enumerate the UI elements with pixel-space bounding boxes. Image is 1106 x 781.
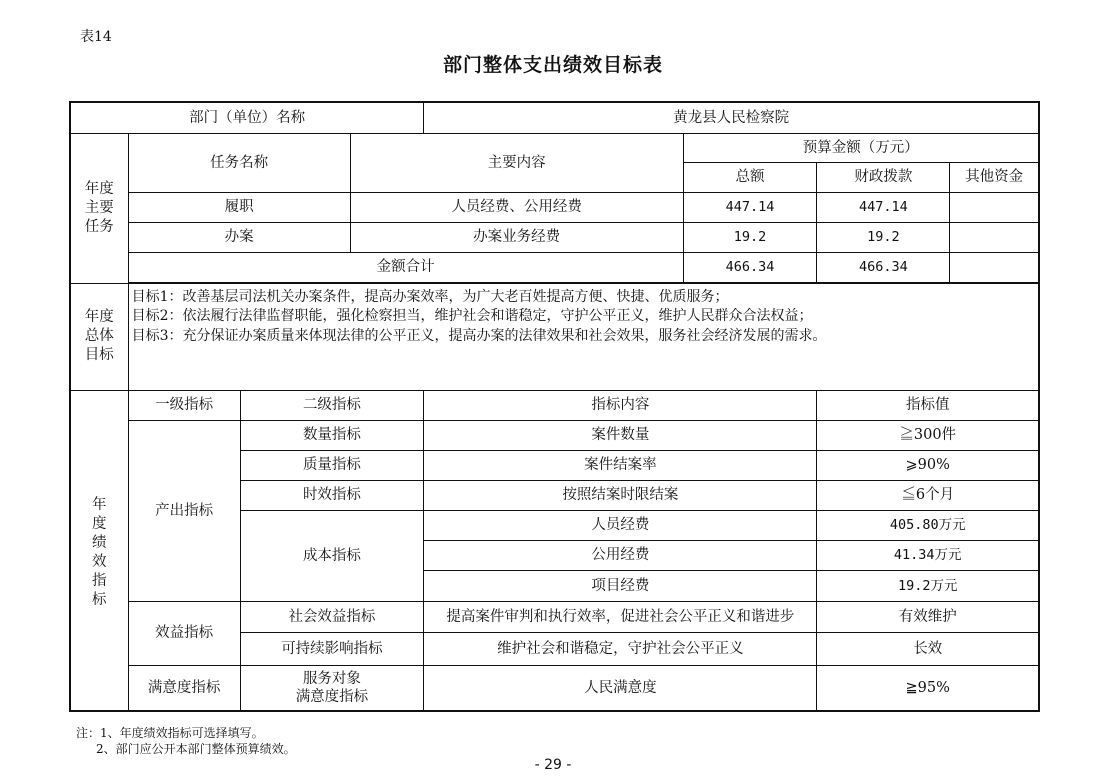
cost-value: 405.80万元 xyxy=(817,510,1039,540)
tasks-header-row xyxy=(70,133,1039,162)
other-header: 其他资金 xyxy=(950,162,1039,192)
social-benefit-value: 有效维护 xyxy=(817,601,1039,632)
department-value: 黄龙县人民检察院 xyxy=(424,102,1039,133)
social-benefit-content: 提高案件审判和执行效率，促进社会公平正义和谐进步 xyxy=(424,601,817,632)
cost-indicator: 成本指标 xyxy=(240,510,424,601)
goal-line: 目标1：改善基层司法机关办案条件，提高办案效率，为广大老百姓提高方便、快捷、优质服务； xyxy=(131,288,729,305)
footnotes xyxy=(76,725,296,757)
sum-total: 466.34 xyxy=(683,252,817,282)
quantity-value: ≧300件 xyxy=(817,420,1039,450)
task-other xyxy=(950,222,1039,252)
social-benefit-indicator: 社会效益指标 xyxy=(240,601,424,632)
table-number: 表14 xyxy=(80,29,112,45)
goals-side-label: 年度 总体 目标 xyxy=(70,283,128,390)
quantity-content: 案件数量 xyxy=(424,420,817,450)
task-fiscal: 447.14 xyxy=(817,192,950,222)
cost-content: 人员经费 xyxy=(424,510,817,540)
benefit-indicator-label: 效益指标 xyxy=(128,601,240,665)
task-name-header: 任务名称 xyxy=(128,133,350,192)
fiscal-header: 财政拨款 xyxy=(817,162,950,192)
level1-header: 一级指标 xyxy=(128,390,240,420)
cost-content: 项目经费 xyxy=(424,570,817,601)
satisfaction-sub-indicator: 服务对象 满意度指标 xyxy=(240,665,424,711)
sum-label: 金额合计 xyxy=(128,252,683,282)
satisfaction-content: 人民满意度 xyxy=(424,665,817,711)
satisfaction-value: ≧95% xyxy=(817,665,1039,711)
timeliness-value: ≦6个月 xyxy=(817,480,1039,510)
page-number: - 29 - xyxy=(534,757,572,773)
table-row xyxy=(70,192,1039,222)
sustainable-value: 长效 xyxy=(817,632,1039,665)
table-row xyxy=(70,665,1039,711)
cost-content: 公用经费 xyxy=(424,540,817,570)
level2-header: 二级指标 xyxy=(240,390,424,420)
satisfaction-indicator-label: 满意度指标 xyxy=(128,665,240,711)
task-total: 447.14 xyxy=(683,192,817,222)
page-title: 部门整体支出绩效目标表 xyxy=(442,54,663,76)
sustainable-content: 维护社会和谐稳定，守护社会公平正义 xyxy=(424,632,817,665)
cost-value: 19.2万元 xyxy=(817,570,1039,601)
task-other xyxy=(950,192,1039,222)
main-content-header: 主要内容 xyxy=(350,133,683,192)
task-content: 办案业务经费 xyxy=(350,222,683,252)
task-name: 办案 xyxy=(128,222,350,252)
table-row xyxy=(70,601,1039,632)
output-indicator-label: 产出指标 xyxy=(128,420,240,601)
table-row xyxy=(70,420,1039,450)
timeliness-indicator: 时效指标 xyxy=(240,480,424,510)
content-header: 指标内容 xyxy=(424,390,817,420)
goals-text xyxy=(128,283,1039,390)
task-content: 人员经费、公用经费 xyxy=(350,192,683,222)
sustainable-indicator: 可持续影响指标 xyxy=(240,632,424,665)
timeliness-content: 按照结案时限结案 xyxy=(424,480,817,510)
quality-content: 案件结案率 xyxy=(424,450,817,480)
department-row xyxy=(70,102,1039,133)
footnote-line: 注：1、年度绩效指标可选择填写。 xyxy=(76,726,264,740)
goals-row xyxy=(70,283,1039,390)
indicator-header-row xyxy=(70,390,1039,420)
sum-row xyxy=(70,252,1039,282)
table-row xyxy=(70,222,1039,252)
task-name: 履职 xyxy=(128,192,350,222)
tasks-side-label: 年度 主要 任务 xyxy=(70,133,128,283)
quality-indicator: 质量指标 xyxy=(240,450,424,480)
sum-fiscal: 466.34 xyxy=(817,252,950,282)
total-header: 总额 xyxy=(683,162,817,192)
task-fiscal: 19.2 xyxy=(817,222,950,252)
value-header: 指标值 xyxy=(817,390,1039,420)
indicators-side-label: 年 度 绩 效 指 标 xyxy=(70,390,128,711)
goal-line: 目标2：依法履行法律监督职能，强化检察担当，维护社会和谐稳定，守护公平正义，维护人民群众合法权益； xyxy=(131,308,813,324)
budget-header: 预算金额（万元） xyxy=(683,133,1039,162)
cost-value: 41.34万元 xyxy=(817,540,1039,570)
goal-line: 目标3：充分保证办案质量来体现法律的公平正义，提高办案的法律效果和社会效果，服务社会经济发展的需求。 xyxy=(131,327,827,344)
quantity-indicator: 数量指标 xyxy=(240,420,424,450)
performance-target-table xyxy=(69,101,1040,712)
footnote-line: 2、部门应公开本部门整体预算绩效。 xyxy=(96,742,296,756)
quality-value: ⩾90% xyxy=(817,450,1039,480)
department-label: 部门（单位）名称 xyxy=(70,102,424,133)
sum-other xyxy=(950,252,1039,282)
task-total: 19.2 xyxy=(683,222,817,252)
